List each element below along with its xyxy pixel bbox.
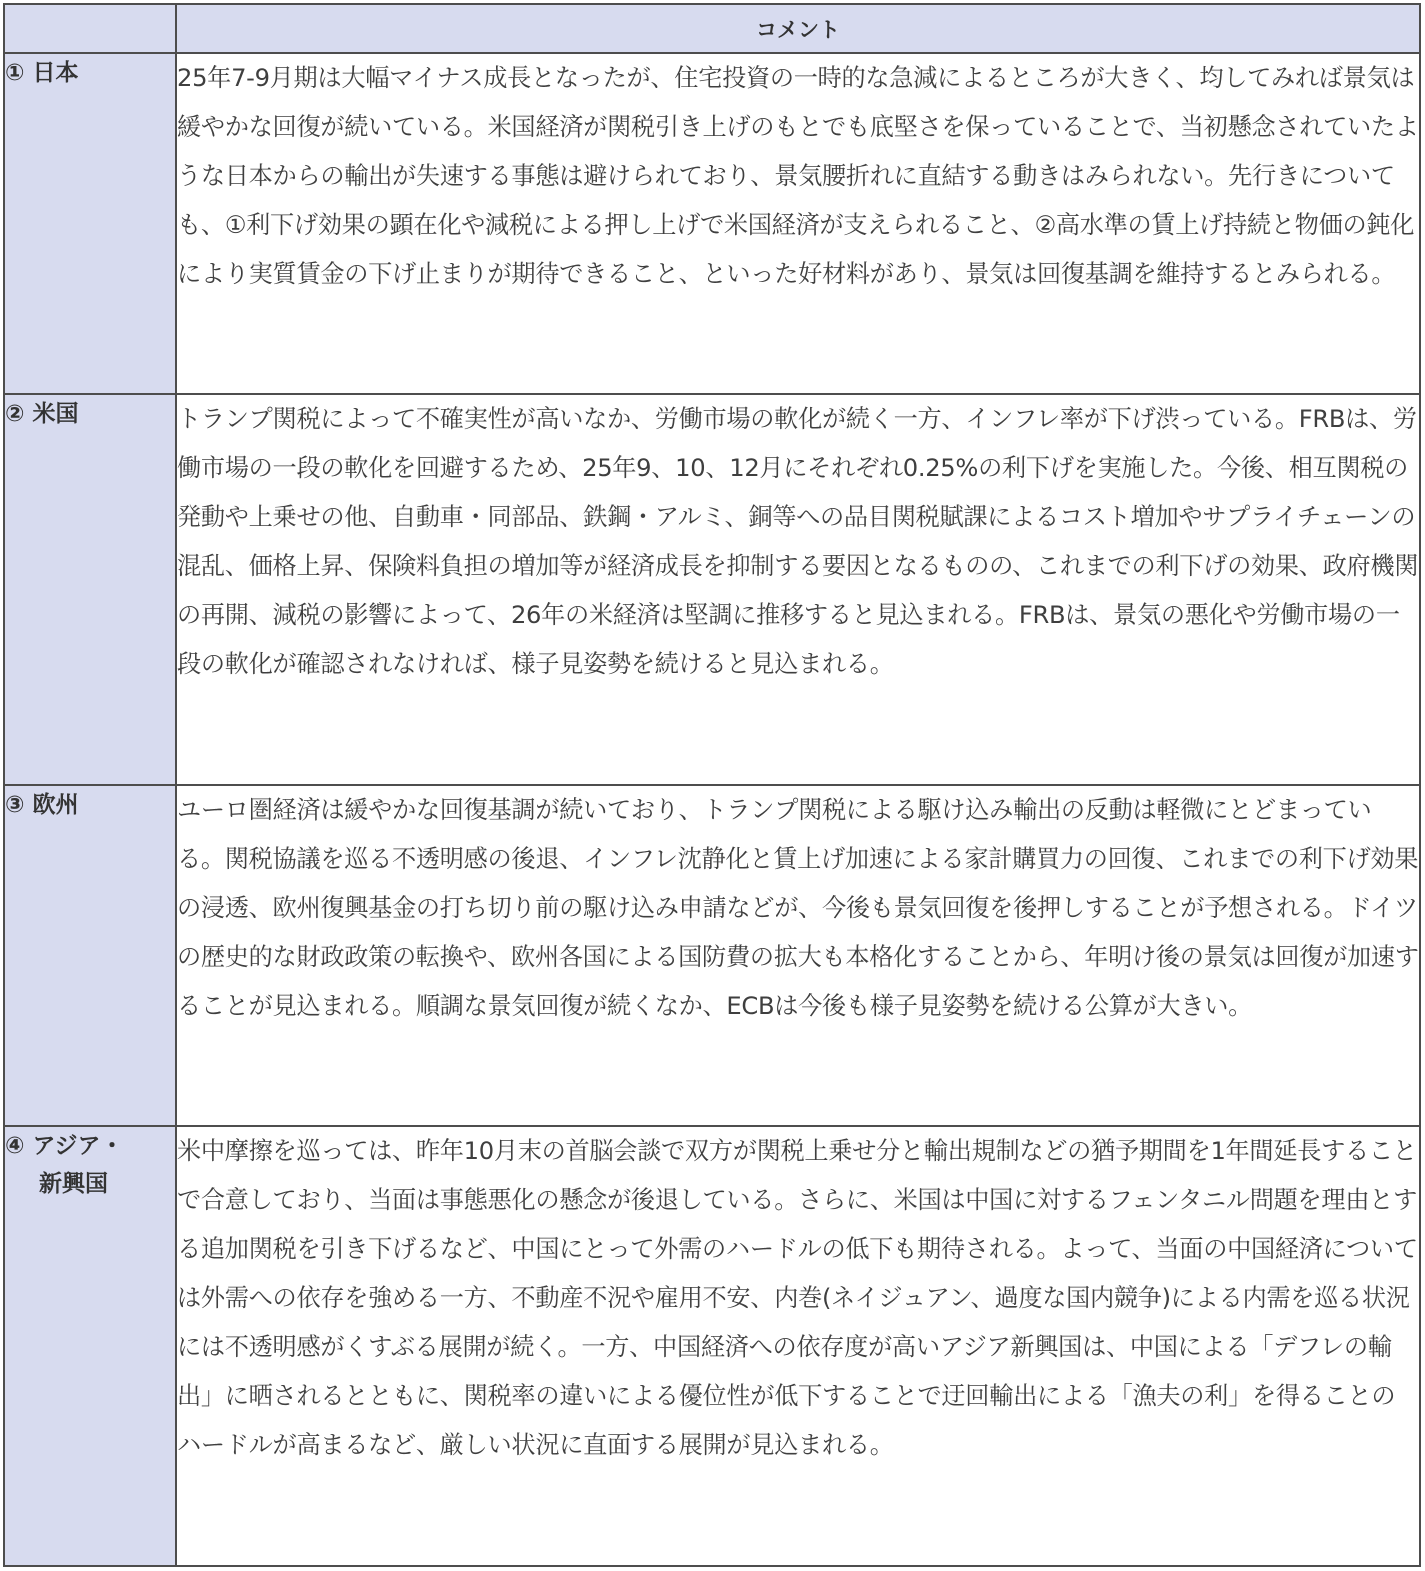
table-row	[4, 53, 1420, 394]
region-cell-asia	[4, 1126, 176, 1566]
comment-cell-asia: 米中摩擦を巡っては、昨年10月末の首脳会談で双方が関税上乗せ分と輸出規制などの猶予期間を1年間延長することで合意しており、当面は事態悪化の懸念が後退している。さらに、米国は中国に対するフェンタニル問題を理由とする追加関税を引き下げるなど、中国にとって外需のハードルの低下も期待される。よって、当面の中国経済については外需への依存を強める一方、不動産不況や雇用不安、内巻(ネイジュアン、過度な国内競争)による内需を巡る状況には不透明感がくすぶる展開が続く。一方、中国経済への依存度が高いアジア新興国は、中国による「デフレの輸出」に晒されるとともに、関税率の違いによる優位性が低下することで迂回輸出による「漁夫の利」を得ることのハードルが高まるなど、厳しい状況に直面する展開が見込まれる。	[176, 1126, 1420, 1566]
region-label: ③ 欧州	[5, 792, 79, 818]
header-region-cell	[4, 4, 176, 53]
region-cell-us	[4, 394, 176, 785]
region-label: ② 米国	[5, 401, 79, 427]
region-label: ① 日本	[5, 60, 79, 86]
comment-cell-us: トランプ関税によって不確実性が高いなか、労働市場の軟化が続く一方、インフレ率が下げ渋っている。FRBは、労働市場の一段の軟化を回避するため、25年9、10、12月にそれぞれ0.25%の利下げを実施した。今後、相互関税の発動や上乗せの他、自動車・同部品、鉄鋼・アルミ、銅等への品目関税賦課によるコスト増加やサプライチェーンの混乱、価格上昇、保険料負担の増加等が経済成長を抑制する要因となるものの、これまでの利下げの効果、政府機関の再開、減税の影響によって、26年の米経済は堅調に推移すると見込まれる。FRBは、景気の悪化や労働市場の一段の軟化が確認されなければ、様子見姿勢を続けると見込まれる。	[176, 394, 1420, 785]
economic-outlook-table	[3, 3, 1421, 1567]
header-comment-cell: コメント	[176, 4, 1420, 53]
table-row	[4, 1126, 1420, 1566]
region-label-sub: 新興国	[39, 1171, 108, 1197]
region-cell-japan	[4, 53, 176, 394]
table-header-row	[4, 4, 1420, 53]
comment-cell-europe: ユーロ圏経済は緩やかな回復基調が続いており、トランプ関税による駆け込み輸出の反動は軽微にとどまっている。関税協議を巡る不透明感の後退、インフレ沈静化と賃上げ加速による家計購買力の回復、これまでの利下げ効果の浸透、欧州復興基金の打ち切り前の駆け込み申請などが、今後も景気回復を後押しすることが予想される。ドイツの歴史的な財政政策の転換や、欧州各国による国防費の拡大も本格化することから、年明け後の景気は回復が加速することが見込まれる。順調な景気回復が続くなか、ECBは今後も様子見姿勢を続ける公算が大きい。	[176, 785, 1420, 1126]
comment-cell-japan: 25年7-9月期は大幅マイナス成長となったが、住宅投資の一時的な急減によるところが大きく、均してみれば景気は緩やかな回復が続いている。米国経済が関税引き上げのもとでも底堅さを保っていることで、当初懸念されていたような日本からの輸出が失速する事態は避けられており、景気腰折れに直結する動きはみられない。先行きについても、①利下げ効果の顕在化や減税による押し上げで米国経済が支えられること、②高水準の賃上げ持続と物価の鈍化により実質賃金の下げ止まりが期待できること、といった好材料があり、景気は回復基調を維持するとみられる。	[176, 53, 1420, 394]
table-row	[4, 785, 1420, 1126]
region-cell-europe	[4, 785, 176, 1126]
region-label: ④ アジア・	[5, 1133, 124, 1159]
table-row	[4, 394, 1420, 785]
